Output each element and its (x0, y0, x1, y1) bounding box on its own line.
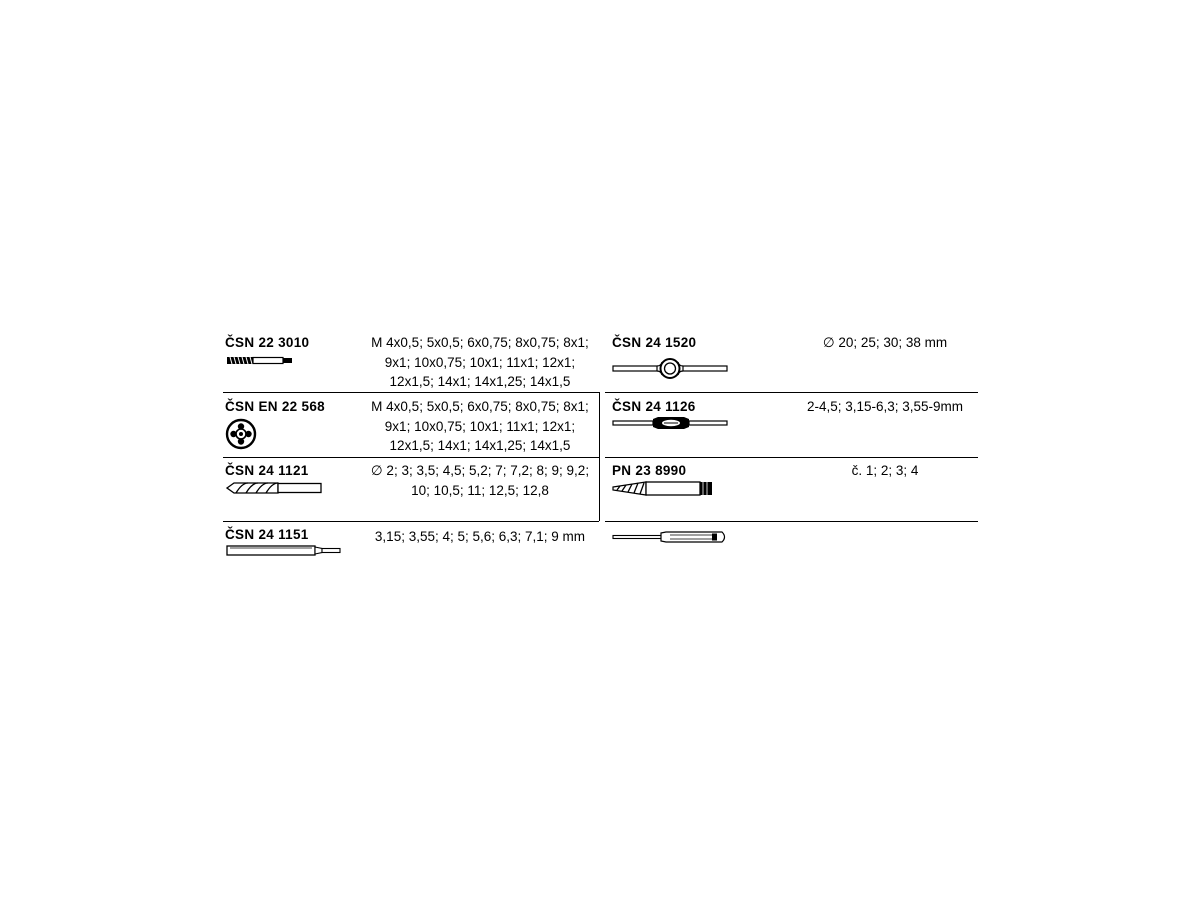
item-code-die-stock: ČSN 24 1520 (612, 335, 697, 350)
row-divider (605, 521, 978, 522)
item-code-tap-wrench: ČSN 24 1126 (612, 399, 696, 414)
tap-wrench-icon (612, 416, 730, 430)
row-divider (605, 392, 978, 393)
item-code-drill: ČSN 24 1121 (225, 463, 309, 478)
die-stock-sizes: ∅ 20; 25; 30; 38 mm (822, 335, 948, 350)
punch-sizes: 3,15; 3,55; 4; 5; 5,6; 6,3; 7,1; 9 mm (374, 529, 586, 544)
die-stock-icon (612, 357, 730, 381)
pin-punch-icon (226, 544, 344, 558)
row-divider (605, 457, 978, 458)
tap-sizes: M 4x0,5; 5x0,5; 6x0,75; 8x0,75; 8x1; 9x1; 10x0,75; 10x1; 11x1; 12x1; 12x1,5; 14x1; 14x1,25; 14x1,5 (371, 335, 589, 389)
item-code-die: ČSN EN 22 568 (225, 399, 325, 414)
screw-extractor-icon (612, 480, 716, 498)
screwdriver-icon (612, 530, 730, 544)
item-code-punch: ČSN 24 1151 (225, 527, 309, 542)
tap-wrench-sizes: 2-4,5; 3,15-6,3; 3,55-9mm (806, 399, 964, 414)
drill-sizes: ∅ 2; 3; 3,5; 4,5; 5,2; 7; 7,2; 8; 9; 9,2; 10; 10,5; 11; 12,5; 12,8 (370, 463, 590, 498)
twist-drill-icon (226, 481, 324, 495)
item-code-tap: ČSN 22 3010 (225, 335, 310, 350)
die-icon (225, 418, 259, 450)
tap-icon (226, 355, 296, 367)
item-code-extractor: PN 23 8990 (612, 463, 687, 478)
row-divider (223, 392, 599, 393)
row-divider (223, 521, 599, 522)
column-divider (599, 392, 600, 521)
extractor-sizes: č. 1; 2; 3; 4 (851, 463, 919, 478)
die-sizes: M 4x0,5; 5x0,5; 6x0,75; 8x0,75; 8x1; 9x1; 10x0,75; 10x1; 11x1; 12x1; 12x1,5; 14x1; 14x1,25; 14x1,5 (371, 399, 589, 453)
row-divider (223, 457, 599, 458)
